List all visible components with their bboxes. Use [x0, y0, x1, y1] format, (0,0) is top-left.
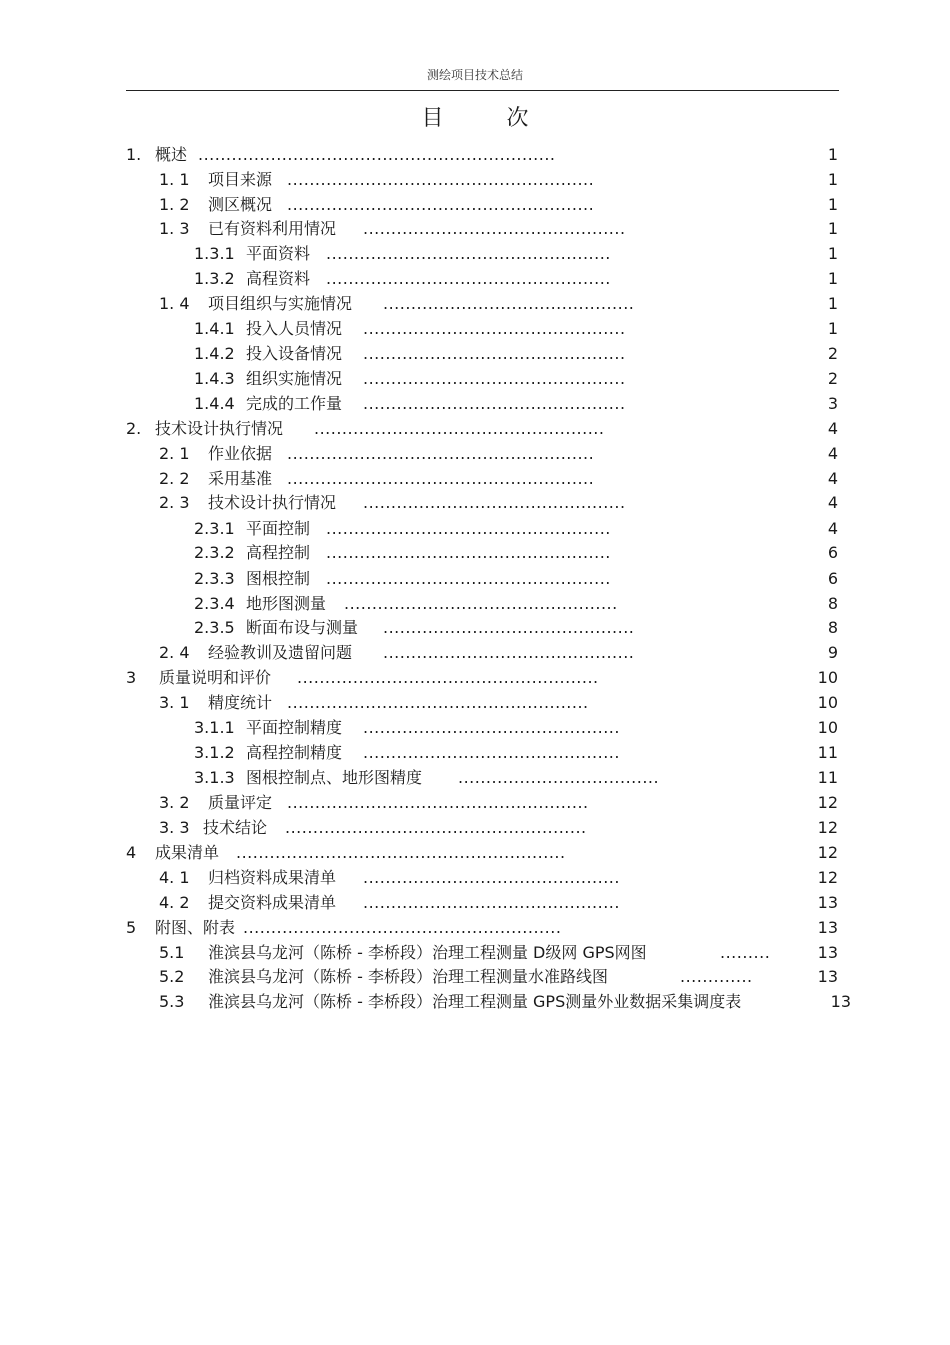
toc-entry-leader: ....................................................... [287, 170, 595, 189]
toc-entry-number: 4. 2 [159, 893, 190, 912]
toc-entry-page: 4 [827, 469, 838, 488]
toc-entry-title: 组织实施情况 [246, 369, 343, 388]
toc-entry-leader: ............................................... [363, 493, 626, 512]
toc-entry-number: 2. 3 [159, 493, 190, 512]
toc-entry-page: 1 [827, 170, 838, 189]
toc-entry[interactable] [0, 468, 950, 490]
toc-entry-title: 平面资料 [246, 244, 311, 263]
toc-entry-number: 1.4.3 [194, 369, 235, 388]
toc-entry[interactable] [0, 742, 950, 764]
toc-entry-number: 2.3.1 [194, 519, 235, 538]
toc-entry-number: 3. 1 [159, 693, 190, 712]
toc-entry[interactable] [0, 667, 950, 689]
toc-entry-title: 技术设计执行情况 [155, 419, 284, 438]
toc-entry-title: 图根控制 [246, 569, 311, 588]
toc-entry-page: 10 [817, 693, 838, 712]
toc-entry-number: 2. 4 [159, 643, 190, 662]
toc-entry-number: 4 [126, 843, 137, 862]
toc-entry-leader: .............................................. [363, 718, 620, 737]
toc-entry-leader: ................................................. [344, 594, 618, 613]
toc-entry-title: 质量评定 [208, 793, 273, 812]
toc-entry-leader: ................................................... [326, 569, 611, 588]
toc-title: 目 次 [421, 106, 557, 131]
toc-entry-page: 4 [827, 419, 838, 438]
toc-entry[interactable] [0, 492, 950, 514]
toc-entry-page: 1 [827, 145, 838, 164]
running-header: 测绘项目技术总结 [426, 68, 523, 82]
toc-entry-title: 平面控制 [246, 519, 311, 538]
toc-entry-title: 投入设备情况 [246, 344, 343, 363]
toc-entry[interactable] [0, 393, 950, 415]
toc-entry-leader: ................................................... [326, 543, 611, 562]
toc-entry-leader: .............................................. [363, 868, 620, 887]
toc-entry-number: 3. 3 [159, 818, 190, 837]
toc-entry-number: 1.3.1 [194, 244, 235, 263]
toc-entry-leader: ............................................. [383, 618, 635, 637]
toc-entry-title: 技术设计执行情况 [208, 493, 337, 512]
toc-entry-page: 13 [830, 992, 851, 1011]
toc-entry-page: 6 [827, 569, 838, 588]
toc-entry-leader: ............................................. [383, 643, 635, 662]
toc-entry-page: 1 [827, 195, 838, 214]
toc-entry-number: 2.3.2 [194, 543, 235, 562]
toc-entry-number: 5 [126, 918, 137, 937]
toc-entry-title: 质量说明和评价 [159, 668, 272, 687]
toc-entry[interactable] [0, 842, 950, 864]
toc-entry[interactable] [0, 443, 950, 465]
header-rule [126, 90, 839, 91]
toc-entry-title: 完成的工作量 [246, 394, 343, 413]
toc-entry-page: 13 [817, 918, 838, 937]
toc-entry-leader: ................................................... [326, 244, 611, 263]
toc-entry-leader: .................................................... [314, 419, 605, 438]
toc-entry-number: 1.4.1 [194, 319, 235, 338]
toc-entry-number: 2. [126, 419, 142, 438]
toc-entry-title: 经验教训及遗留问题 [208, 643, 353, 662]
toc-entry-page: 13 [817, 943, 838, 962]
toc-entry-number: 3 [126, 668, 137, 687]
toc-entry[interactable] [0, 917, 950, 939]
toc-entry[interactable] [0, 991, 950, 1013]
toc-entry-leader: ............. [680, 967, 753, 986]
toc-entry-page: 9 [827, 643, 838, 662]
toc-entry[interactable] [0, 792, 950, 814]
toc-entry[interactable] [0, 368, 950, 390]
toc-entry-number: 2.3.4 [194, 594, 235, 613]
toc-entry-leader: ......... [720, 943, 771, 962]
toc-entry[interactable] [0, 243, 950, 265]
toc-entry-page: 1 [827, 319, 838, 338]
toc-entry-title: 作业依据 [208, 444, 273, 463]
toc-entry-title: 测区概况 [208, 195, 273, 214]
toc-entry[interactable] [0, 318, 950, 340]
toc-entry-leader: ............................................... [363, 344, 626, 363]
toc-entry-number: 3.1.1 [194, 718, 235, 737]
toc-entry[interactable] [0, 817, 950, 839]
toc-entry-number: 1. 2 [159, 195, 190, 214]
toc-entry-number: 2.3.3 [194, 569, 235, 588]
toc-entry[interactable] [0, 617, 950, 639]
toc-entry-leader: .............................................. [363, 743, 620, 762]
toc-entry-page: 2 [827, 369, 838, 388]
toc-entry-number: 1. 3 [159, 219, 190, 238]
toc-entry-leader: ................................................................ [198, 145, 556, 164]
toc-entry-title: 断面布设与测量 [246, 618, 359, 637]
toc-entry-title: 平面控制精度 [246, 718, 343, 737]
toc-entry[interactable] [0, 169, 950, 191]
toc-entry-title: 技术结论 [203, 818, 268, 837]
toc-entry-leader: ....................................................... [287, 469, 595, 488]
toc-entry-title: 归档资料成果清单 [208, 868, 337, 887]
toc-entry-title: 概述 [155, 145, 188, 164]
toc-entry-leader: ....................................................... [287, 195, 595, 214]
toc-entry-page: 4 [827, 519, 838, 538]
toc-entry[interactable] [0, 867, 950, 889]
toc-entry-page: 12 [817, 818, 838, 837]
toc-entry[interactable] [0, 418, 950, 440]
toc-entry-number: 1.3.2 [194, 269, 235, 288]
toc-entry-leader: ........................................................... [236, 843, 566, 862]
toc-entry-leader: ............................................... [363, 319, 626, 338]
toc-entry-title: 项目组织与实施情况 [208, 294, 353, 313]
toc-entry[interactable] [0, 767, 950, 789]
toc-entry-number: 4. 1 [159, 868, 190, 887]
toc-entry[interactable] [0, 568, 950, 590]
toc-entry-page: 1 [827, 219, 838, 238]
toc-entry[interactable] [0, 343, 950, 365]
toc-entry-title: 提交资料成果清单 [208, 893, 337, 912]
toc-entry-leader: .............................................. [363, 893, 620, 912]
toc-entry-page: 10 [817, 668, 838, 687]
toc-entry-title: 投入人员情况 [246, 319, 343, 338]
toc-entry-title: 高程控制 [246, 543, 311, 562]
toc-entry-number: 1. [126, 145, 142, 164]
toc-entry-title: 高程控制精度 [246, 743, 343, 762]
toc-entry-page: 11 [817, 743, 838, 762]
toc-entry-page: 11 [817, 768, 838, 787]
toc-entry-leader: ...................................................... [287, 793, 589, 812]
toc-entry-number: 2. 1 [159, 444, 190, 463]
toc-entry-number: 1. 1 [159, 170, 190, 189]
toc-entry-number: 1.4.4 [194, 394, 235, 413]
toc-entry-title: 淮滨县乌龙河（陈桥 - 李桥段）治理工程测量 D级网 GPS网图 [208, 943, 647, 962]
toc-entry-leader: ......................................................... [243, 918, 562, 937]
toc-entry-number: 3.1.2 [194, 743, 235, 762]
toc-entry-page: 10 [817, 718, 838, 737]
toc-entry[interactable] [0, 892, 950, 914]
toc-entry-page: 4 [827, 444, 838, 463]
toc-entry-number: 5.1 [159, 943, 185, 962]
toc-entry-leader: ....................................................... [287, 444, 595, 463]
toc-entry-page: 13 [817, 967, 838, 986]
toc-entry-number: 5.3 [159, 992, 185, 1011]
toc-entry-leader: ................................................... [326, 269, 611, 288]
toc-entry-title: 项目来源 [208, 170, 273, 189]
toc-entry-title: 附图、附表 [155, 918, 236, 937]
toc-entry-leader: ............................................... [363, 219, 626, 238]
toc-entry[interactable] [0, 642, 950, 664]
toc-entry-number: 5.2 [159, 967, 185, 986]
toc-entry-title: 高程资料 [246, 269, 311, 288]
toc-entry-title: 精度统计 [208, 693, 273, 712]
toc-entry-page: 12 [817, 843, 838, 862]
toc-entry-page: 8 [827, 594, 838, 613]
toc-entry[interactable] [0, 593, 950, 615]
toc-entry[interactable] [0, 542, 950, 564]
toc-entry-number: 3.1.3 [194, 768, 235, 787]
toc-entry[interactable] [0, 268, 950, 290]
toc-entry-page: 1 [827, 269, 838, 288]
toc-entry-page: 3 [827, 394, 838, 413]
toc-entry-page: 6 [827, 543, 838, 562]
toc-entry-number: 1. 4 [159, 294, 190, 313]
toc-entry-page: 1 [827, 294, 838, 313]
toc-entry[interactable] [0, 144, 950, 166]
toc-entry-leader: ............................................... [363, 369, 626, 388]
toc-entry-page: 13 [817, 893, 838, 912]
toc-entry-leader: ............................................. [383, 294, 635, 313]
toc-entry-page: 8 [827, 618, 838, 637]
toc-entry-leader: ...................................................... [297, 668, 599, 687]
toc-entry-page: 12 [817, 793, 838, 812]
toc-entry[interactable] [0, 942, 950, 964]
toc-entry[interactable] [0, 717, 950, 739]
toc-entry-number: 3. 2 [159, 793, 190, 812]
toc-entry-leader: ............................................... [363, 394, 626, 413]
toc-entry-title: 淮滨县乌龙河（陈桥 - 李桥段）治理工程测量水准路线图 [208, 967, 608, 986]
toc-entry-title: 已有资料利用情况 [208, 219, 337, 238]
toc-entry-leader: ...................................................... [287, 693, 589, 712]
toc-entry-leader: ................................................... [326, 519, 611, 538]
toc-entry[interactable] [0, 293, 950, 315]
toc-entry[interactable] [0, 692, 950, 714]
toc-entry-leader: .................................... [458, 768, 660, 787]
toc-entry-number: 2. 2 [159, 469, 190, 488]
toc-entry[interactable] [0, 518, 950, 540]
toc-entry-title: 地形图测量 [246, 594, 327, 613]
toc-entry[interactable] [0, 218, 950, 240]
toc-entry-number: 2.3.5 [194, 618, 235, 637]
toc-entry-leader: ...................................................... [285, 818, 587, 837]
toc-entry-page: 2 [827, 344, 838, 363]
toc-entry[interactable] [0, 194, 950, 216]
toc-entry-title: 成果清单 [155, 843, 220, 862]
toc-entry-number: 1.4.2 [194, 344, 235, 363]
toc-entry-page: 12 [817, 868, 838, 887]
toc-entry[interactable] [0, 966, 950, 988]
toc-entry-title: 淮滨县乌龙河（陈桥 - 李桥段）治理工程测量 GPS测量外业数据采集调度表 [208, 992, 742, 1011]
toc-entry-page: 1 [827, 244, 838, 263]
toc-entry-title: 图根控制点、地形图精度 [246, 768, 423, 787]
toc-entry-page: 4 [827, 493, 838, 512]
toc-entry-title: 采用基准 [208, 469, 273, 488]
